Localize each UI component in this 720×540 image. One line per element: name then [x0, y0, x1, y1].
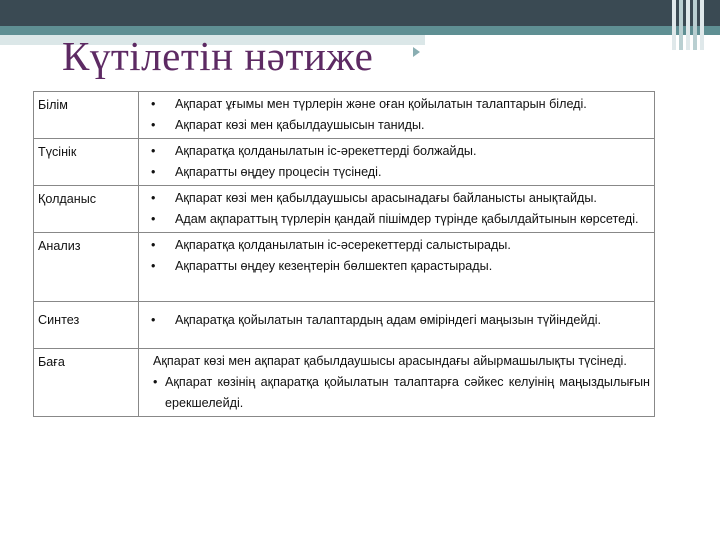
list-item — [143, 162, 650, 183]
decor-bar — [686, 0, 690, 50]
list-item — [143, 188, 650, 209]
row-content — [139, 302, 655, 349]
item-text: Ақпарат ұғымы мен түрлерін және оған қойылатын талаптарын біледі. — [175, 97, 587, 111]
outcomes-table — [33, 91, 655, 417]
row-term: Баға — [34, 349, 139, 417]
bullet: • — [151, 118, 156, 132]
header-decor-bars — [672, 0, 704, 50]
item-list — [143, 94, 650, 136]
decor-bar — [693, 0, 697, 50]
table-row — [34, 92, 655, 139]
bullet: • — [151, 165, 156, 179]
bullet: • — [151, 313, 156, 327]
item-list — [143, 235, 650, 277]
list-item — [143, 372, 650, 414]
table-row — [34, 302, 655, 349]
arrow-right-icon — [413, 47, 420, 57]
list-item — [143, 310, 650, 331]
bullet: • — [151, 144, 156, 158]
slide-title: Күтілетін нәтиже — [62, 33, 374, 79]
bullet: • — [153, 375, 158, 389]
item-list — [143, 310, 650, 331]
list-item — [143, 209, 650, 230]
list-item — [143, 141, 650, 162]
row-term: Анализ — [34, 233, 139, 302]
table-row — [34, 233, 655, 302]
row-content — [139, 186, 655, 233]
row-term: Қолданыс — [34, 186, 139, 233]
decor-bar — [679, 0, 683, 50]
row-content — [139, 92, 655, 139]
item-list — [143, 188, 650, 230]
item-text: Ақпаратты өңдеу кезеңтерін бөлшектеп қарастырады. — [175, 259, 493, 273]
row-term: Білім — [34, 92, 139, 139]
item-text: Ақпаратқа қолданылатын іс-әсерекеттерді салыстырады. — [175, 238, 511, 252]
item-list — [143, 141, 650, 183]
bullet: • — [151, 97, 156, 111]
table-row — [34, 139, 655, 186]
item-text: Ақпаратты өңдеу процесін түсінеді. — [175, 165, 382, 179]
list-item — [143, 94, 650, 115]
bullet: • — [151, 238, 156, 252]
row-term: Түсінік — [34, 139, 139, 186]
row-content — [139, 349, 655, 417]
row-content — [139, 233, 655, 302]
bullet: • — [151, 191, 156, 205]
row-term: Синтез — [34, 302, 139, 349]
list-item — [143, 256, 650, 277]
item-text: Адам ақпараттың түрлерін қандай пішімдер түрінде қабылдайтынын көрсетеді. — [175, 212, 639, 226]
row-content — [139, 139, 655, 186]
table-row — [34, 186, 655, 233]
list-item — [143, 115, 650, 136]
decor-bar — [700, 0, 704, 50]
item-text: Ақпаратқа қойылатын талаптардың адам өміріндегі маңызын түйіндейді. — [175, 313, 602, 327]
item-text: Ақпаратқа қолданылатын іс-әрекеттерді болжайды. — [175, 144, 477, 158]
decor-bar — [672, 0, 676, 50]
header-band-dark — [0, 0, 720, 26]
item-text: Ақпарат көзі мен қабылдаушысы арасынадағы байланысты анықтайды. — [175, 191, 597, 205]
item-text: Ақпарат көзі мен қабылдаушысын таниды. — [175, 118, 425, 132]
bullet: • — [151, 259, 156, 273]
list-item — [143, 235, 650, 256]
table-row — [34, 349, 655, 417]
bullet: • — [151, 212, 156, 226]
item-text: Ақпарат көзі мен ақпарат қабылдаушысы арасындағы айырмашылықты түсінеді. — [153, 354, 627, 368]
list-item — [143, 351, 650, 372]
item-list — [143, 351, 650, 414]
item-text: Ақпарат көзінің ақпаратқа қойылатын талаптарға сәйкес келуінің маңыздылығын ерекшелейді. — [165, 375, 650, 410]
